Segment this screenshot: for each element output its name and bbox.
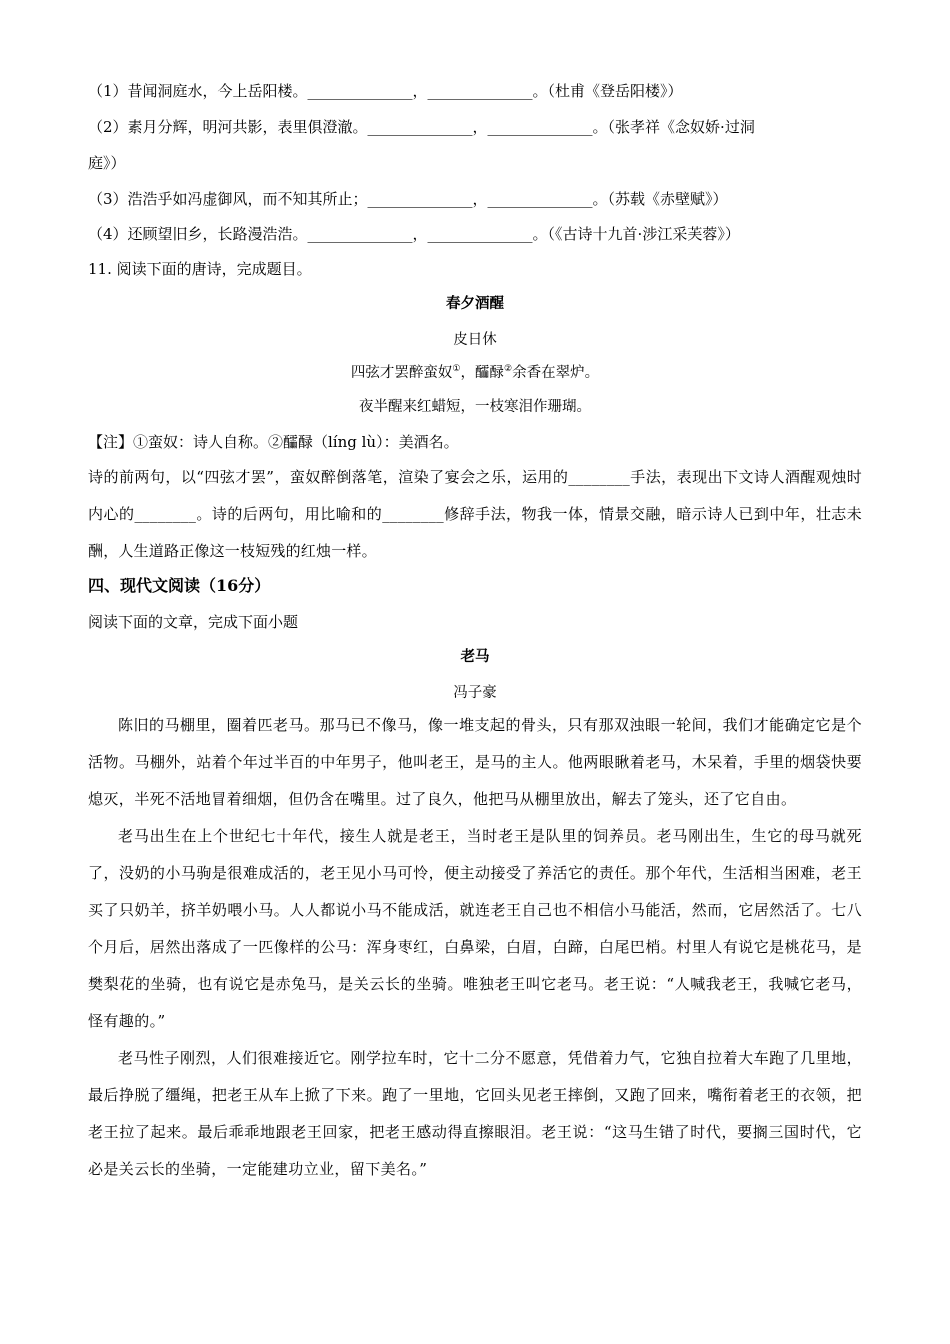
dictation-item-3: （3）浩浩乎如冯虚御风，而不知其所止；______________，______________。（苏载《赤壁赋》） (88, 190, 728, 208)
poem-line-1-part-b: ，醽醁 (460, 365, 504, 381)
article-title: 老马 (460, 648, 490, 665)
article-author: 冯子豪 (453, 685, 497, 701)
poem-line-1-part-c: 余香在翠炉。 (512, 365, 600, 381)
dictation-item-1: （1）昔闻洞庭水，今上岳阳楼。______________，______________。（杜甫《登岳阳楼》） (88, 82, 683, 100)
article-paragraph-1: 陈旧的马棚里，圈着匹老马。那马已不像马，像一堆支起的骨头，只有那双浊眼一轮间，我们才能确定它是个活物。马棚外，站着个年过半百的中年男子，他叫老王，是马的主人。他两眼瞅着老马，木呆着，手里的烟袋快要熄灭，半死不活地冒着细烟，但仍含在嘴里。过了良久，他把马从棚里放出，解去了笼头，还了它自由。 (88, 716, 862, 808)
section-4-heading: 四、现代文阅读（16分） (88, 576, 271, 595)
poem-note: 【注】①蛮奴：诗人自称。②醽醁（líng lù）：美酒名。 (88, 433, 459, 451)
article-paragraph-3: 老马性子刚烈，人们很难接近它。刚学拉车时，它十二分不愿意，凭借着力气，它独自拉着大车跑了几里地，最后挣脱了缰绳，把老王从车上掀了下来。跑了一里地，它回头见老王摔倒，又跑了回来，嘴衔着老王的衣领，把老王拉了起来。最后乖乖地跟老王回家，把老王感动得直擦眼泪。老王说：“这马生错了时代，要搁三国时代，它必是关云长的坐骑，一定能建功立业，留下美名。” (88, 1049, 862, 1178)
poem-author: 皮日休 (453, 332, 497, 348)
question-11-analysis: 诗的前两句，以“四弦才罢”，蛮奴醉倒落笔，渲染了宴会之乐，运用的________手法，表现出下文诗人酒醒观烛时内心的________。诗的后两句，用比喻和的________修辞手法，物我一体，情景交融，暗示诗人已到中年，壮志未酬，人生道路正像这一枝短残的红烛一样。 (88, 468, 862, 560)
poem-line-1 (88, 362, 862, 384)
poem-title: 春夕酒醒 (446, 295, 504, 312)
footnote-marker-2: ② (504, 364, 513, 375)
question-11-prompt: 11. 阅读下面的唐诗，完成题目。 (88, 260, 312, 278)
dictation-item-2-continued: 庭》） (88, 154, 126, 172)
article-paragraph-2: 老马出生在上个世纪七十年代，接生人就是老王，当时老王是队里的饲养员。老马刚出生，生它的母马就死了，没奶的小马驹是很难成活的，老王见小马可怜，便主动接受了养活它的责任。那个年代，生活相当困难，老王买了只奶羊，挤羊奶喂小马。人人都说小马不能成活，就连老王自己也不相信小马能活，然而，它居然活了。七八个月后，居然出落成了一匹像样的公马：浑身枣红，白鼻梁，白眉，白蹄，白尾巴梢。村里人有说它是桃花马，是樊梨花的坐骑，也有说它是赤兔马，是关云长的坐骑。唯独老王叫它老马。老王说：“人喊我老王，我喊它老马，怪有趣的。” (88, 827, 862, 1030)
section-4-instruction: 阅读下面的文章，完成下面小题 (88, 613, 299, 631)
dictation-item-4: （4）还顾望旧乡，长路漫浩浩。______________，______________。（《古诗十九首·涉江采芙蓉》） (88, 225, 740, 243)
article-body (88, 707, 862, 1188)
footnote-marker-1: ① (452, 364, 461, 375)
dictation-item-2: （2）素月分辉，明河共影，表里俱澄澈。______________，______________。（张孝祥《念奴娇·过洞 (88, 118, 755, 136)
poem-line-1-part-a: 四弦才罢醉蛮奴 (350, 365, 453, 381)
poem-line-2: 夜半醒来红蜡短，一枝寒泪作珊瑚。 (359, 399, 591, 415)
